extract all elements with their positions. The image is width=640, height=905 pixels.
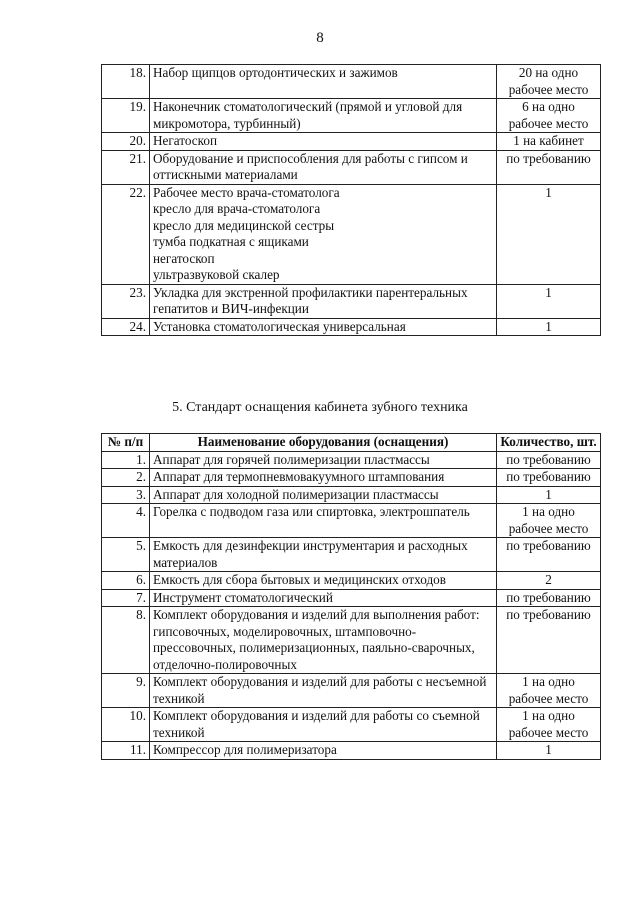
- header-name: Наименование оборудования (оснащения): [150, 434, 497, 452]
- header-quantity: Количество, шт.: [497, 434, 601, 452]
- row-quantity: по требованию: [497, 538, 601, 572]
- table-row: [102, 538, 601, 572]
- row-name: Аппарат для горячей полимеризации пластмассы: [150, 451, 497, 469]
- row-name: Укладка для экстренной профилактики парентеральных гепатитов и ВИЧ-инфекции: [150, 284, 497, 318]
- row-quantity: 1 на одно рабочее место: [497, 504, 601, 538]
- row-name: Комплект оборудования и изделий для работы с несъемной техникой: [150, 674, 497, 708]
- table-row: [102, 99, 601, 133]
- table-row: [102, 133, 601, 151]
- table-row: [102, 486, 601, 504]
- row-quantity: по требованию: [497, 607, 601, 674]
- table-row: [102, 150, 601, 184]
- row-number: 10.: [102, 708, 150, 742]
- row-name: Компрессор для полимеризатора: [150, 742, 497, 760]
- row-number: 1.: [102, 451, 150, 469]
- row-name: Емкость для сбора бытовых и медицинских отходов: [150, 572, 497, 590]
- row-name: Аппарат для холодной полимеризации пластмассы: [150, 486, 497, 504]
- header-number: № п/п: [102, 434, 150, 452]
- row-quantity: 6 на одно рабочее место: [497, 99, 601, 133]
- table-header-row: [102, 434, 601, 452]
- row-name: Горелка с подводом газа или спиртовка, электрошпатель: [150, 504, 497, 538]
- row-number: 20.: [102, 133, 150, 151]
- row-number: 9.: [102, 674, 150, 708]
- table-row: [102, 284, 601, 318]
- row-quantity: 1 на одно рабочее место: [497, 674, 601, 708]
- row-name: Негатоскоп: [150, 133, 497, 151]
- row-number: 23.: [102, 284, 150, 318]
- table-row: [102, 451, 601, 469]
- dental-technician-equipment-table: [101, 433, 601, 760]
- row-name: Рабочее место врача-стоматолога кресло для врача-стоматолога кресло для медицинской сестры тумба подкатная с ящиками негатоскоп ультразвуковой скалер: [150, 184, 497, 284]
- row-number: 24.: [102, 318, 150, 336]
- row-quantity: 1: [497, 284, 601, 318]
- row-number: 5.: [102, 538, 150, 572]
- row-name: Комплект оборудования и изделий для работы со съемной техникой: [150, 708, 497, 742]
- table-row: [102, 742, 601, 760]
- row-number: 4.: [102, 504, 150, 538]
- row-quantity: 1: [497, 742, 601, 760]
- row-quantity: 1: [497, 318, 601, 336]
- row-number: 11.: [102, 742, 150, 760]
- equipment-table-continued: [101, 64, 601, 336]
- table-row: [102, 65, 601, 99]
- row-name: Емкость для дезинфекции инструментария и расходных материалов: [150, 538, 497, 572]
- row-quantity: 1: [497, 184, 601, 284]
- row-number: 21.: [102, 150, 150, 184]
- row-quantity: 2: [497, 572, 601, 590]
- row-name: Установка стоматологическая универсальная: [150, 318, 497, 336]
- row-number: 6.: [102, 572, 150, 590]
- table-row: [102, 674, 601, 708]
- table-row: [102, 572, 601, 590]
- row-number: 2.: [102, 469, 150, 487]
- table-row: [102, 607, 601, 674]
- table-row: [102, 708, 601, 742]
- row-name: Набор щипцов ортодонтических и зажимов: [150, 65, 497, 99]
- row-quantity: по требованию: [497, 150, 601, 184]
- row-number: 18.: [102, 65, 150, 99]
- row-number: 7.: [102, 589, 150, 607]
- row-quantity: по требованию: [497, 451, 601, 469]
- row-quantity: 1 на одно рабочее место: [497, 708, 601, 742]
- row-quantity: 20 на одно рабочее место: [497, 65, 601, 99]
- table-row: [102, 184, 601, 284]
- row-quantity: по требованию: [497, 469, 601, 487]
- row-number: 19.: [102, 99, 150, 133]
- row-quantity: 1: [497, 486, 601, 504]
- row-number: 8.: [102, 607, 150, 674]
- row-name: Комплект оборудования и изделий для выполнения работ: гипсовочных, моделировочных, штамповочно-прессовочных, полимеризационных, паяльно-сварочных, отделочно-полировочных: [150, 607, 497, 674]
- table-row: [102, 589, 601, 607]
- row-name: Аппарат для термопневмовакуумного штампования: [150, 469, 497, 487]
- row-name: Наконечник стоматологический (прямой и угловой для микромотора, турбинный): [150, 99, 497, 133]
- row-number: 22.: [102, 184, 150, 284]
- page-number: 8: [316, 30, 324, 46]
- table-row: [102, 318, 601, 336]
- row-quantity: 1 на кабинет: [497, 133, 601, 151]
- row-number: 3.: [102, 486, 150, 504]
- table-row: [102, 469, 601, 487]
- row-name: Оборудование и приспособления для работы с гипсом и оттискными материалами: [150, 150, 497, 184]
- row-name: Инструмент стоматологический: [150, 589, 497, 607]
- row-quantity: по требованию: [497, 589, 601, 607]
- table-row: [102, 504, 601, 538]
- section-title: 5. Стандарт оснащения кабинета зубного техника: [172, 400, 468, 415]
